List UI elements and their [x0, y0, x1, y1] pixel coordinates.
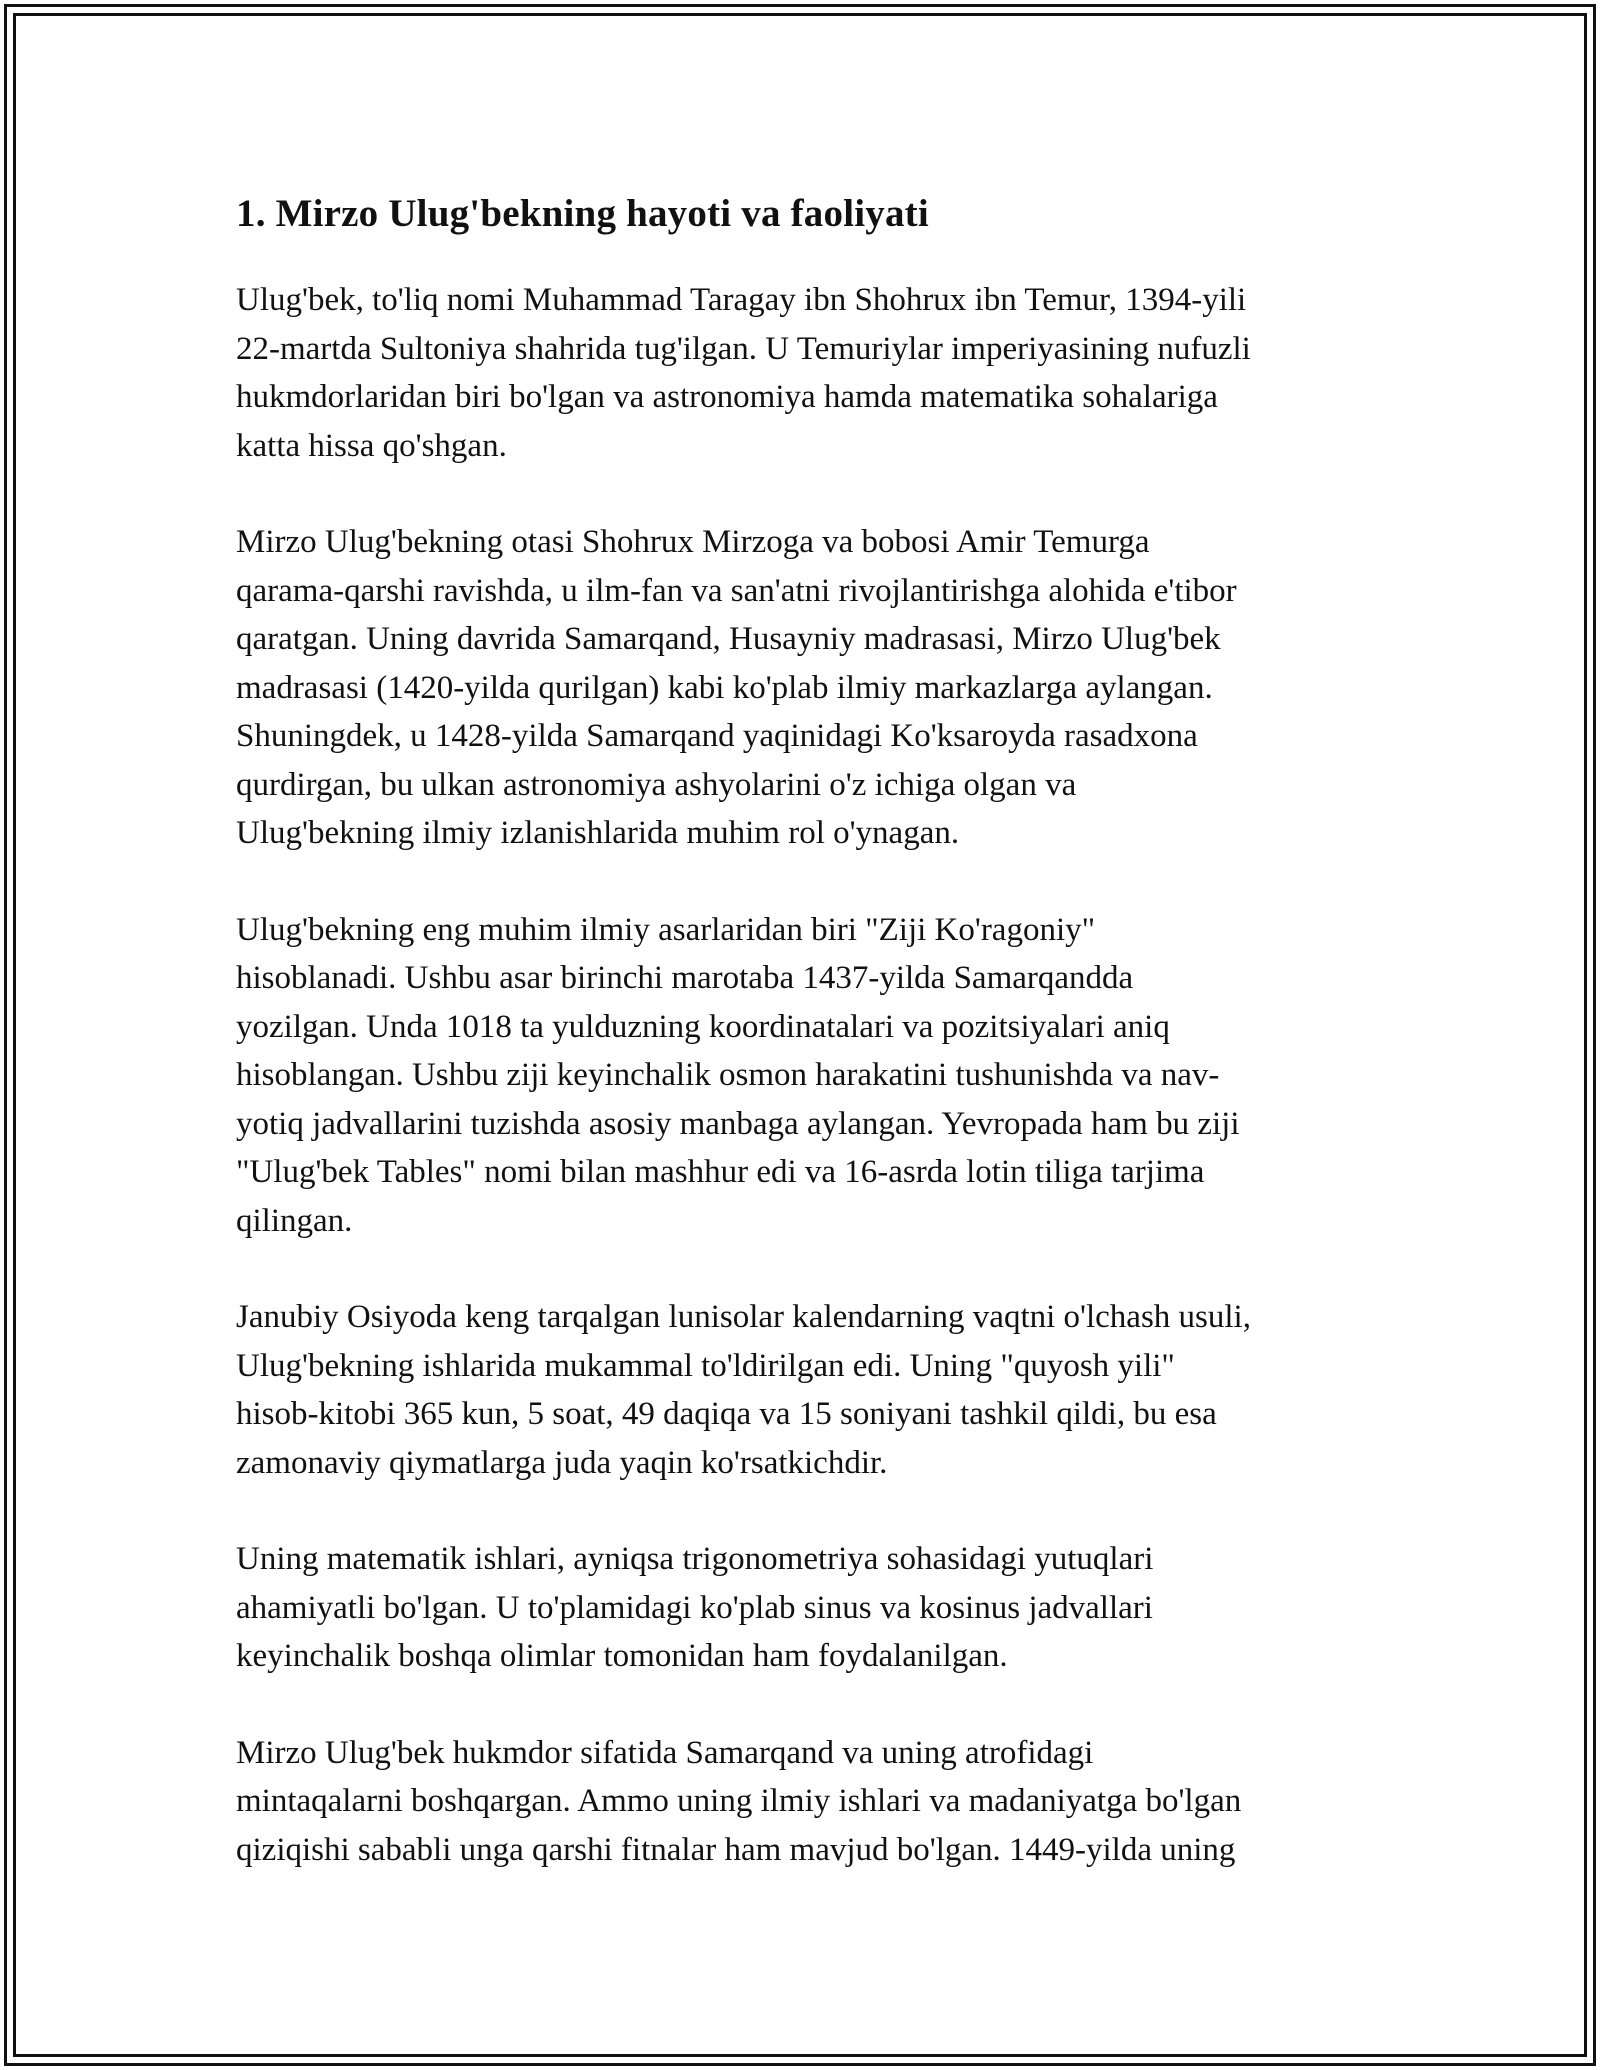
- section-heading: 1. Mirzo Ulug'bekning hayoti va faoliyati: [236, 192, 929, 235]
- paragraph-calendar: Janubiy Osiyoda keng tarqalgan lunisolar kalendarning vaqtni o'lchash usuli, Ulug'bekning ishlarida mukammal to'ldirilgan edi. Uning "quyosh yili" hisob-kitobi 365 kun, 5 soat, 49 daqiqa va 15 soniyani tashkil qildi, bu esa zamonaviy qiymatlarga juda yaqin ko'rsatkichdir.: [236, 1299, 1251, 1481]
- paragraph-mathematics: Uning matematik ishlari, ayniqsa trigonometriya sohasidagi yutuqlari ahamiyatli bo'lgan. U to'plamidagi ko'plab sinus va kosinus jadvallari keyinchalik boshqa olimlar tomonidan ham foydalanilgan.: [236, 1541, 1154, 1674]
- paragraph-science-centers: Mirzo Ulug'bekning otasi Shohrux Mirzoga va bobosi Amir Temurga qarama-qarshi ravishda, u ilm-fan va san'atni rivojlantirishga alohida e'tibor qaratgan. Uning davrida Samarqand, Husayniy madrasasi, Mirzo Ulug'bek madrasasi (1420-yilda qurilgan) kabi ko'plab ilmiy markazlarga aylangan. Shuningdek, u 1428-yilda Samarqand yaqinidagi Ko'ksaroyda rasadxona qurdirgan, bu ulkan astronomiya ashyolarini o'z ichiga olgan va Ulug'bekning ilmiy izlanishlarida muhim rol o'ynagan.: [236, 524, 1237, 851]
- paragraph-birth: Ulug'bek, to'liq nomi Muhammad Taragay ibn Shohrux ibn Temur, 1394-yili 22-martda Sultoniya shahrida tug'ilgan. U Temuriylar imperiyasining nufuzli hukmdorlaridan biri bo'lgan va astronomiya hamda matematika sohalariga katta hissa qo'shgan.: [236, 282, 1251, 464]
- paragraph-ruler: Mirzo Ulug'bek hukmdor sifatida Samarqand va uning atrofidagi mintaqalarni boshqargan. Ammo uning ilmiy ishlari va madaniyatga bo'lgan qiziqishi sababli unga qarshi fitnalar ham mavjud bo'lgan. 1449-yilda uning: [236, 1734, 1242, 1868]
- document-body: [236, 186, 1376, 1922]
- paragraph-ziji: Ulug'bekning eng muhim ilmiy asarlaridan biri "Ziji Ko'ragoniy" hisoblanadi. Ushbu asar birinchi marotaba 1437-yilda Samarqandda yozilgan. Unda 1018 ta yulduzning koordinatalari va pozitsiyalari aniq hisoblangan. Ushbu ziji keyinchalik osmon harakatini tushunishda va nav- yotiq jadvallarini tuzishda asosiy manbaga aylangan. Yevropada ham bu ziji "Ulug'bek Tables" nomi bilan mashhur edi va 16-asrda lotin tiliga tarjima qilingan.: [236, 911, 1240, 1239]
